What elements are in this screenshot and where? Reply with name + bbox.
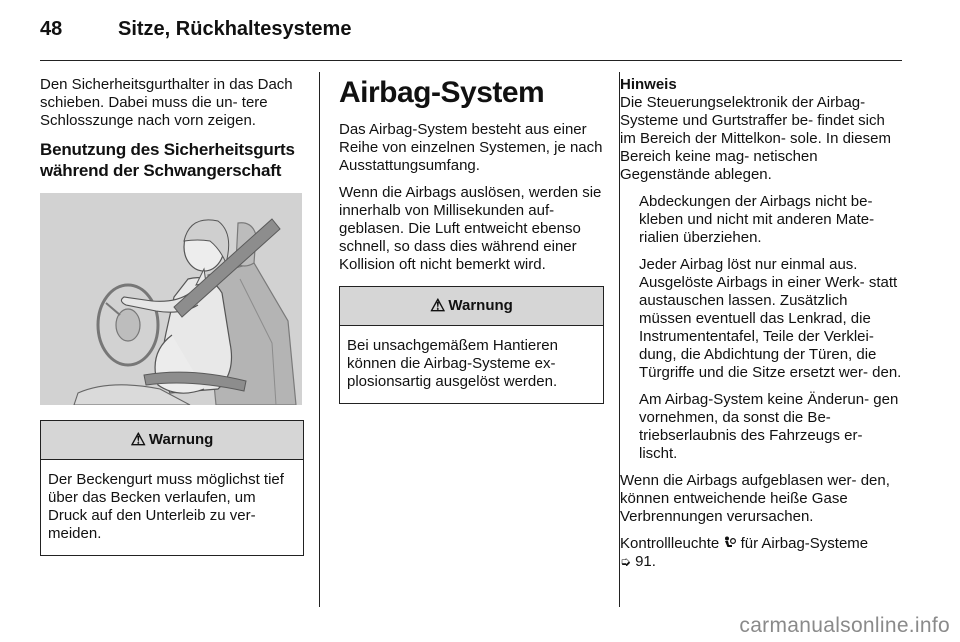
hint-text-electronics: Die Steuerungselektronik der Airbag-Systeme und Gurtstraffer be- findet sich im Bereich der Mittelkon- sole. In diesem Bereich keine mag- netischen Gegenstände ablegen. [620, 94, 891, 183]
pregnancy-warning-box [40, 420, 304, 556]
warning-triangle-icon: ⚠ [430, 296, 446, 315]
page-number: 48 [40, 18, 63, 40]
right-column [620, 76, 902, 580]
warning-text: Der Beckengurt muss möglichst tief über das Becken verlaufen, um Druck auf den Unterleib zu ver- meiden. [48, 471, 284, 542]
watermark: carmanualsonline.info [739, 614, 950, 637]
hint-text-modify: Am Airbag-System keine Änderun- gen vornehmen, da sonst die Be- triebserlaubnis des Fahrzeugs er- lischt. [639, 391, 899, 462]
page-reference-icon: ➭ [620, 554, 631, 569]
pregnant-driver-illustration [40, 193, 302, 405]
warning-header [41, 421, 303, 460]
hot-gases-paragraph: Wenn die Airbags aufgeblasen wer- den, können entweichende heiße Gase Verbrennungen verursachen. [620, 472, 890, 525]
left-column [40, 76, 304, 556]
warning-triangle-icon: ⚠ [130, 430, 146, 449]
hint-text-covers: Abdeckungen der Airbags nicht be- kleben und nicht mit anderen Mate- rialien überziehen. [639, 193, 875, 246]
header-rule [40, 60, 902, 61]
column-divider-left [319, 72, 320, 607]
hint-title: Hinweis [620, 76, 677, 93]
section-title: Sitze, Rückhaltesysteme [118, 18, 352, 40]
warning-title: Warnung [448, 297, 513, 314]
middle-column [339, 76, 604, 404]
indicator-paragraph [620, 535, 902, 571]
warning-header [340, 287, 603, 326]
airbag-warning-box [339, 286, 604, 404]
warning-title: Warnung [148, 431, 214, 448]
hint-text-replace: Jeder Airbag löst nur einmal aus. Ausgelöste Airbags in einer Werk- statt austauschen lassen. Zusätzlich müssen eventuell das Lenkrad, die Instrumententafel, Teile der Verklei- dung, die Abdichtung der Türen, die Türgriffe und die Sitze ersetzt wer- den. [639, 256, 902, 381]
indicator-suffix: für Airbag-Systeme [740, 535, 869, 552]
indicator-label: Kontrollleuchte [620, 535, 720, 552]
airbag-heading: Airbag-System [339, 76, 545, 109]
warning-text: Bei unsachgemäßem Hantieren können die Airbag-Systeme ex- plosionsartig ausgelöst werden. [347, 337, 558, 390]
page-header [0, 0, 960, 60]
pregnancy-subheading: Benutzung des Sicherheitsgurts während der Schwangerschaft [40, 140, 295, 180]
page-reference[interactable]: 91. [635, 553, 656, 570]
airbag-intro-paragraph: Das Airbag-System besteht aus einer Reihe von einzelnen Systemen, je nach Ausstattungsumfang. [339, 121, 603, 174]
airbag-deploy-paragraph: Wenn die Airbags auslösen, werden sie innerhalb von Millisekunden auf- geblasen. Die Luft entweicht ebenso schnell, so dass dies während einer Kollision oft nicht bemerkt wird. [339, 184, 602, 273]
intro-text: Den Sicherheitsgurthalter in das Dach schieben. Dabei muss die un- tere Schlosszunge nach vorn zeigen. [40, 76, 293, 129]
airbag-indicator-icon [723, 536, 736, 550]
